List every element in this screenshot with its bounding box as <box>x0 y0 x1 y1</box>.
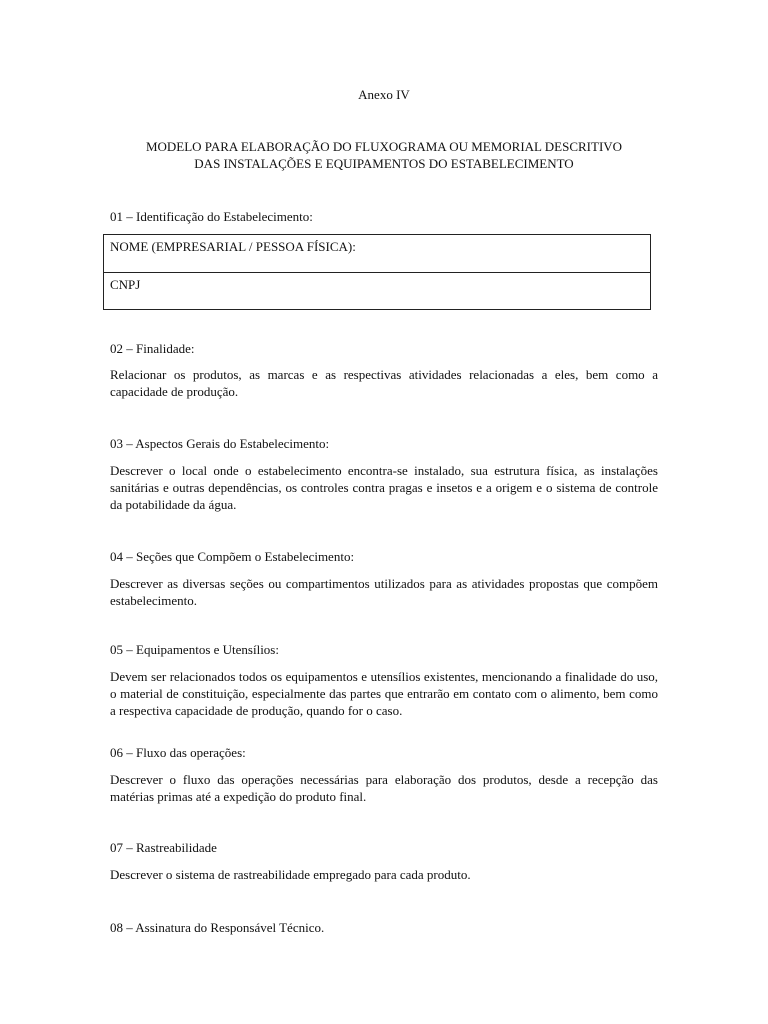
identification-table <box>103 234 651 310</box>
section-02-heading: 02 – Finalidade: <box>110 341 195 356</box>
section-03-heading: 03 – Aspectos Gerais do Estabelecimento: <box>110 436 330 451</box>
section-05-text: Devem ser relacionados todos os equipamentos e utensílios existentes, mencionando a finalidade do uso, o material de constituição, especialmente das partes que entrarão em contato com o alimento, bem como a respectiva capacidade de produção, quando for o caso. <box>110 669 658 718</box>
document-title <box>0 138 768 172</box>
section-05-heading: 05 – Equipamentos e Utensílios: <box>110 642 279 657</box>
annex-label: Anexo IV <box>358 87 410 102</box>
section-04-text: Descrever as diversas seções ou compartimentos utilizados para as atividades propostas que compõem estabelecimento. <box>110 576 658 608</box>
section-03-text: Descrever o local onde o estabelecimento encontra-se instalado, sua estrutura física, as instalações sanitárias e outras dependências, os controles contra pragas e insetos e a origem e o sistema de controle da potabilidade da água. <box>110 463 658 512</box>
cnpj-field: CNPJ <box>104 272 650 309</box>
section-08-heading: 08 – Assinatura do Responsável Técnico. <box>110 920 325 935</box>
name-field: NOME (EMPRESARIAL / PESSOA FÍSICA): <box>110 239 356 254</box>
section-07-heading: 07 – Rastreabilidade <box>110 840 217 855</box>
section-06-heading: 06 – Fluxo das operações: <box>110 745 246 760</box>
section-04-heading: 04 – Seções que Compõem o Estabelecimento: <box>110 549 355 564</box>
title-line-1: MODELO PARA ELABORAÇÃO DO FLUXOGRAMA OU MEMORIAL DESCRITIVO <box>145 139 623 154</box>
section-06-text: Descrever o fluxo das operações necessárias para elaboração dos produtos, desde a recepção das matérias primas até a expedição do produto final. <box>110 772 658 804</box>
section-07-text: Descrever o sistema de rastreabilidade empregado para cada produto. <box>110 867 471 882</box>
section-01-heading: 01 – Identificação do Estabelecimento: <box>110 209 313 224</box>
section-02-text: Relacionar os produtos, as marcas e as respectivas atividades relacionadas a eles, bem como a capacidade de produção. <box>110 367 658 399</box>
title-line-2: DAS INSTALAÇÕES E EQUIPAMENTOS DO ESTABELECIMENTO <box>194 156 574 171</box>
